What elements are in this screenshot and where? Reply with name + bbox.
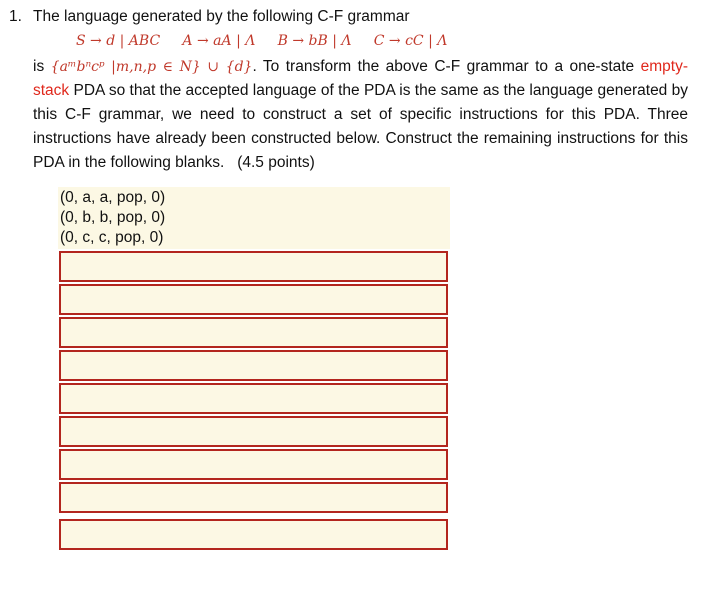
instruction-1: (0, a, a, pop, 0) [60, 189, 166, 206]
given-instructions-box [58, 187, 450, 249]
empty-stack-highlight: empty-stack [33, 58, 688, 99]
question-title: The language generated by the following C-F grammar [33, 8, 410, 25]
instruction-2: (0, b, b, pop, 0) [60, 209, 166, 226]
para-part1: . To transform the above C-F grammar to a one-state [252, 58, 641, 75]
answer-blank-1[interactable] [59, 251, 448, 282]
para-is: is [33, 58, 51, 75]
grammar-rules: S → d | ABC A → aA | Λ B → bB | Λ C → cC | Λ [76, 33, 448, 49]
answer-blank-3[interactable] [59, 317, 448, 348]
question-paragraph [33, 55, 688, 175]
points-label: (4.5 points) [237, 154, 315, 171]
para-part2: PDA so that the accepted language of the PDA is the same as the language generated by this C-F grammar, we need to construct a set of specific instructions for this PDA. Three instructions have already been constructed below. Construct the remaining instructions for this PDA in the following blanks. [33, 82, 688, 171]
answer-blank-5[interactable] [59, 383, 448, 414]
instruction-3: (0, c, c, pop, 0) [60, 229, 164, 246]
answer-blank-4[interactable] [59, 350, 448, 381]
answer-blank-8[interactable] [59, 482, 448, 513]
answer-blank-9[interactable] [59, 519, 448, 550]
answer-blank-7[interactable] [59, 449, 448, 480]
question-number: 1. [9, 8, 22, 25]
answer-blank-2[interactable] [59, 284, 448, 315]
language-expression: {aᵐbⁿcᵖ |m,n,p ∈ N} ∪ {d} [50, 59, 253, 75]
answer-blank-6[interactable] [59, 416, 448, 447]
